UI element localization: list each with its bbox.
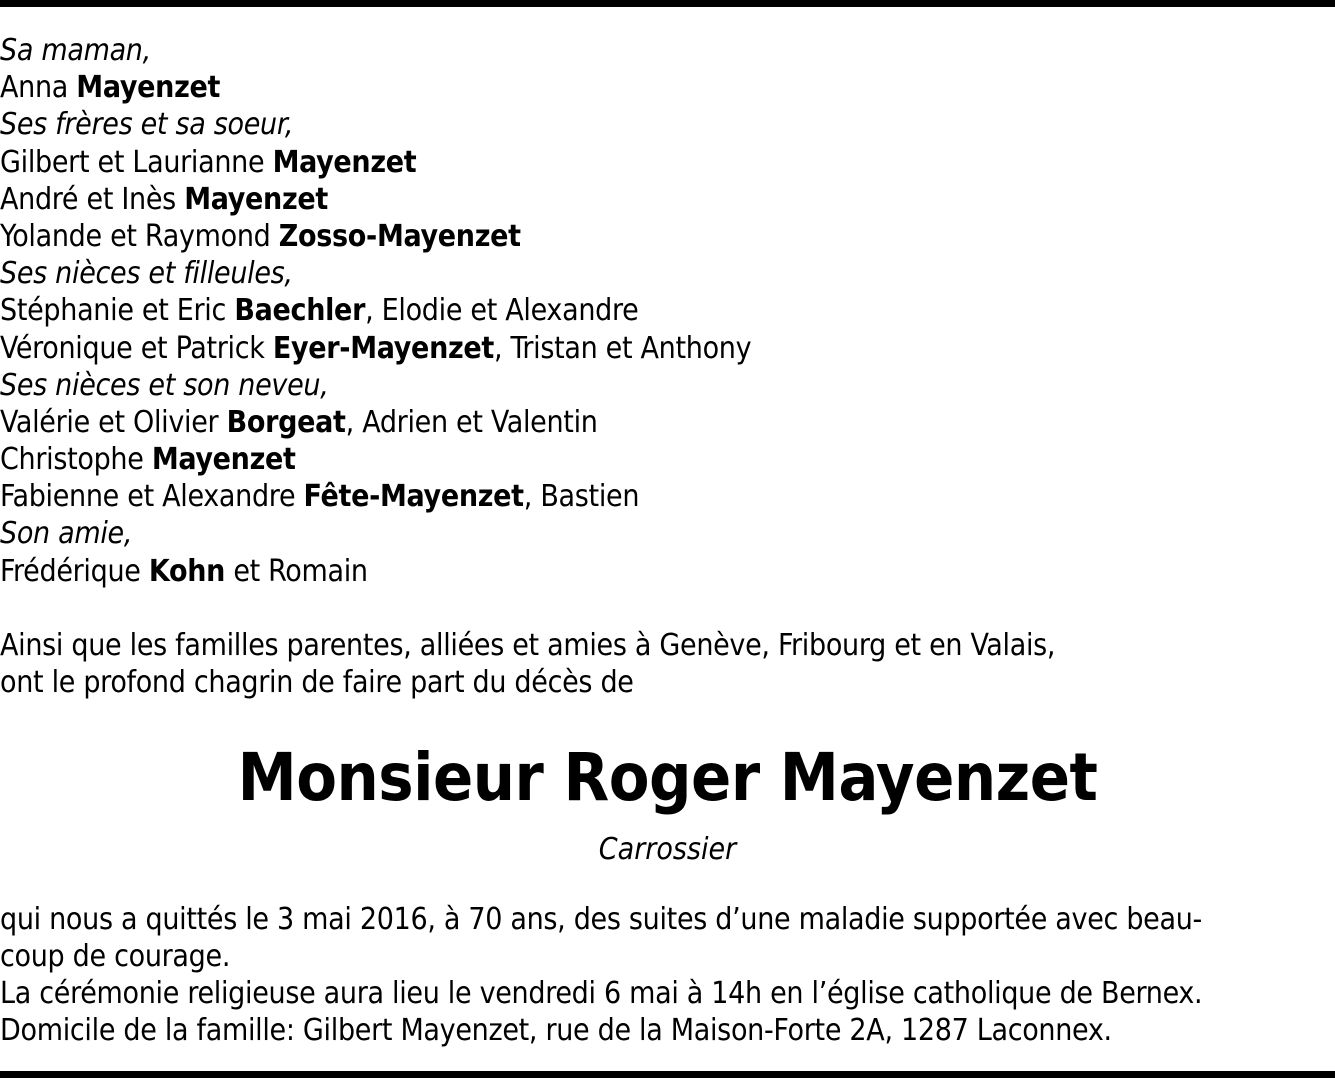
family-member-line — [0, 404, 1335, 441]
family-given-names: Stéphanie et Eric — [0, 293, 235, 329]
family-given-names: Christophe — [0, 442, 152, 478]
relation-heading: Sa maman, — [0, 33, 151, 68]
family-member-line — [0, 292, 1335, 329]
family-surname: Baechler — [234, 293, 366, 329]
deceased-profession: Carrossier — [598, 832, 737, 867]
family-surname: Mayenzet — [76, 70, 221, 106]
announcement-text — [0, 627, 1335, 701]
family-member-line — [0, 69, 1335, 106]
announcement-line-2: ont le profond chagrin de faire part du décès de — [0, 665, 634, 701]
deceased-name: Monsieur Roger Mayenzet — [237, 739, 1098, 816]
family-given-names: Gilbert et Laurianne — [0, 144, 273, 180]
relation-heading: Son amie, — [0, 516, 133, 552]
family-given-names: Yolande et Raymond — [0, 218, 279, 254]
family-surname: Mayenzet — [184, 181, 328, 217]
family-given-names: Véronique et Patrick — [0, 330, 273, 366]
family-given-names: Anna — [0, 70, 77, 106]
family-given-names: André et Inès — [0, 181, 185, 217]
family-surname: Borgeat — [226, 404, 346, 440]
relation-heading: Ses nièces et filleules, — [0, 256, 293, 292]
details-line-4: Domicile de la famille: Gilbert Mayenzet, rue de la Maison-Forte 2A, 1287 Laconnex. — [0, 1013, 1112, 1048]
family-given-names: et Romain — [225, 553, 368, 589]
family-member-line — [0, 478, 1335, 515]
details-line-2: coup de courage. — [0, 939, 231, 974]
details-line-3: La cérémonie religieuse aura lieu le vendredi 6 mai à 14h en l’église catholique de Bernex. — [0, 976, 1203, 1011]
family-surname: Fête-Mayenzet — [303, 479, 524, 515]
relation-heading: Ses nièces et son neveu, — [0, 367, 329, 403]
funeral-details — [0, 901, 1335, 1049]
family-given-names: Frédérique — [0, 553, 149, 589]
family-member-line — [0, 553, 1335, 590]
family-given-names: , Elodie et Alexandre — [365, 293, 639, 329]
family-given-names: , Adrien et Valentin — [345, 404, 598, 440]
bottom-rule — [0, 1071, 1335, 1078]
family-member-line — [0, 144, 1335, 181]
family-surname: Mayenzet — [151, 442, 296, 478]
family-surname: Zosso-Mayenzet — [278, 218, 521, 254]
announcement-line-1: Ainsi que les familles parentes, alliées et amies à Genève, Fribourg et en Valais, — [0, 628, 1056, 663]
family-surname: Kohn — [148, 553, 226, 589]
family-member-line — [0, 218, 1335, 255]
relation-heading: Ses frères et sa soeur, — [0, 107, 294, 143]
details-line-1: qui nous a quittés le 3 mai 2016, à 70 ans, des suites d’une maladie supportée avec beau- — [0, 902, 1202, 937]
family-member-line — [0, 330, 1335, 367]
family-list — [0, 32, 1335, 590]
top-rule — [0, 0, 1335, 7]
family-given-names: , Bastien — [523, 479, 640, 515]
family-surname: Mayenzet — [272, 144, 417, 180]
family-given-names: Fabienne et Alexandre — [0, 479, 304, 515]
family-member-line — [0, 441, 1335, 478]
family-given-names: , Tristan et Anthony — [494, 330, 752, 366]
family-surname: Eyer-Mayenzet — [272, 330, 495, 366]
family-member-line — [0, 181, 1335, 218]
family-given-names: Valérie et Olivier — [0, 404, 227, 440]
